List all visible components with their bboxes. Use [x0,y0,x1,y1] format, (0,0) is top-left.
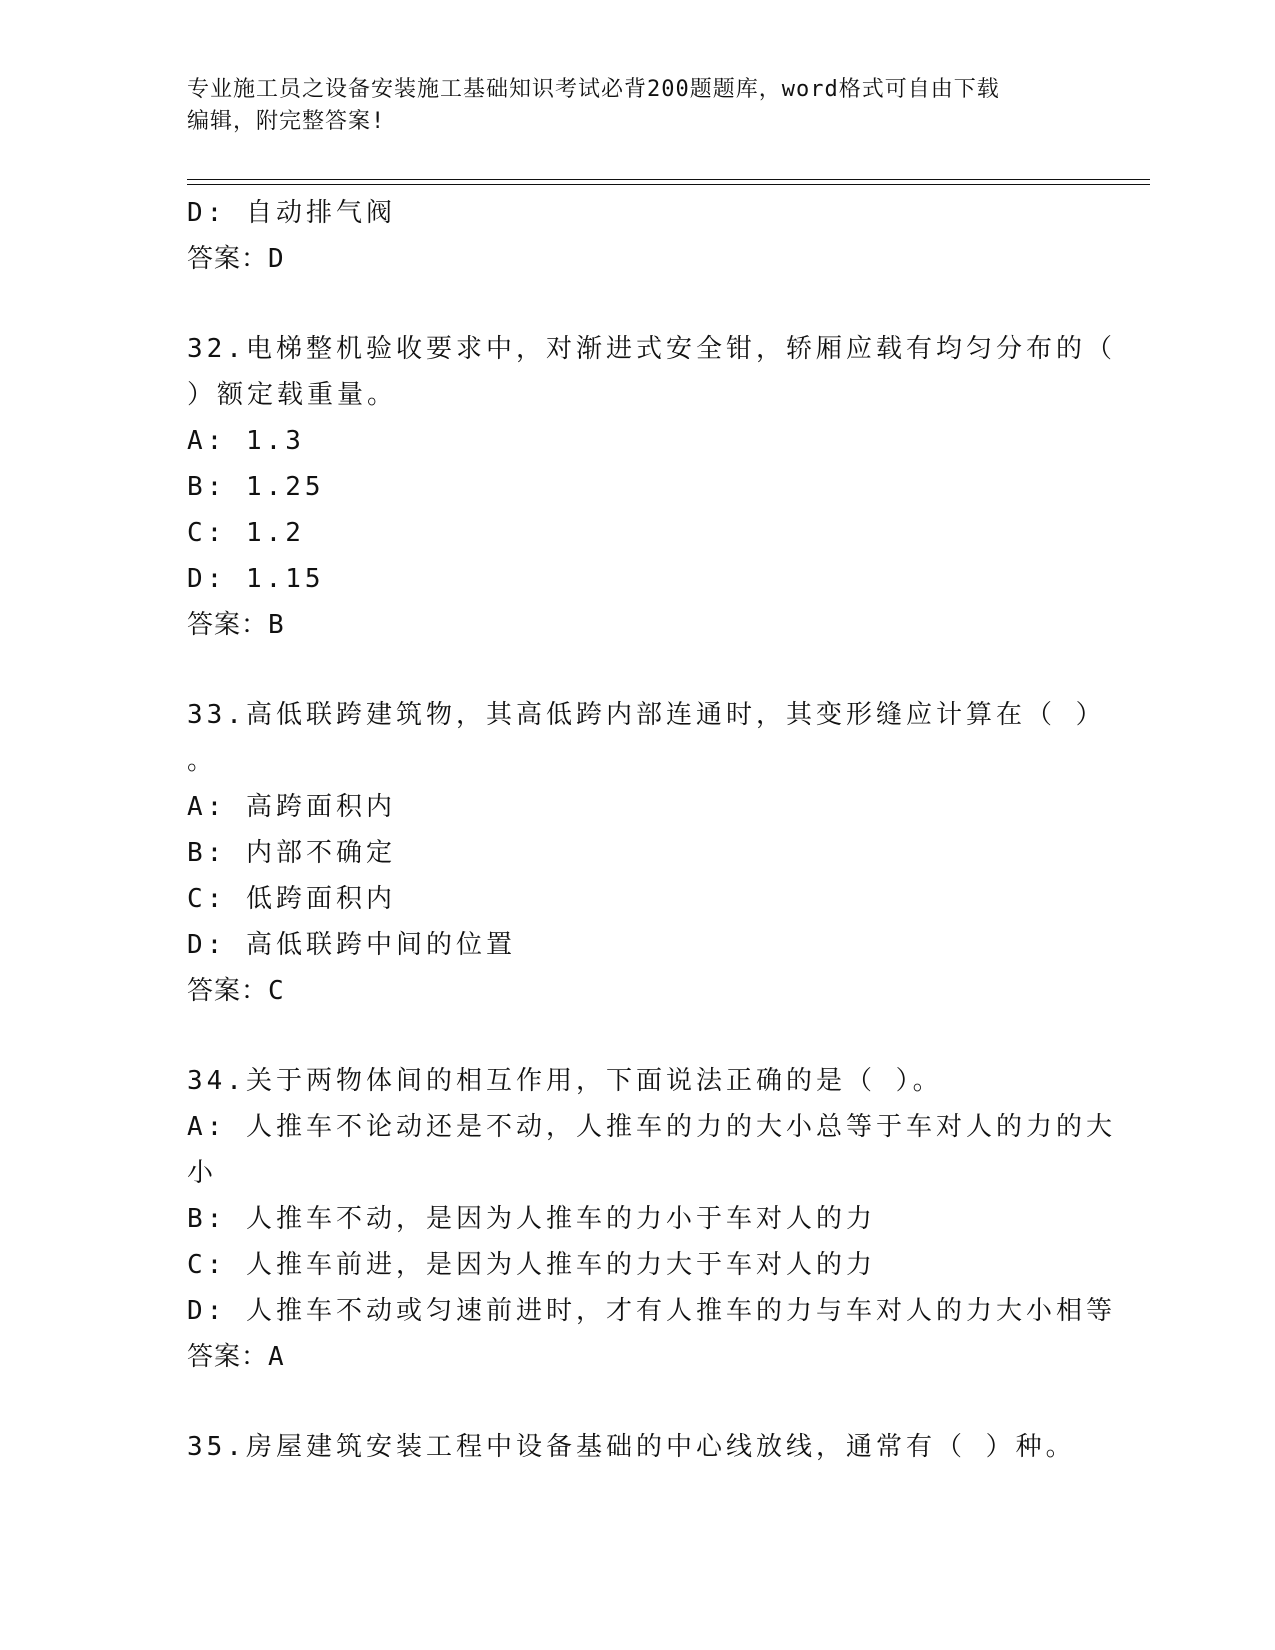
answer-label: 答案： [187,244,269,274]
q32-stem-line1: 32.电梯整机验收要求中，对渐进式安全钳，轿厢应载有均匀分布的（ [187,334,1116,364]
header-divider-bottom [187,184,1150,185]
q32-option-a: A: 1.3 [187,426,305,456]
q32-option-d: D: 1.15 [187,564,325,594]
q33-stem-line2: 。 [187,746,218,776]
spacer [187,282,1087,326]
question-list [187,190,1116,1470]
q33-answer [187,968,1087,1014]
answer-label: 答案： [187,976,269,1006]
header-title-line2: 编辑，附完整答案! [187,109,386,134]
q35-stem: 35.房屋建筑安装工程中设备基础的中心线放线，通常有（ ）种。 [187,1432,1076,1462]
q33-option-d: D: 高低联跨中间的位置 [187,930,516,960]
answer-label: 答案： [187,610,269,640]
answer-label: 答案： [187,1342,269,1372]
answer-value: B [268,610,285,640]
q34-option-c: C: 人推车前进，是因为人推车的力大于车对人的力 [187,1250,876,1280]
q33-stem-line1: 33.高低联跨建筑物，其高低跨内部连通时，其变形缝应计算在（ ） [187,700,1106,730]
answer-value: C [268,976,285,1006]
spacer [187,1014,1087,1058]
spacer [187,648,1087,692]
q33-option-b: B: 内部不确定 [187,838,396,868]
q34-option-d: D: 人推车不动或匀速前进时，才有人推车的力与车对人的力大小相等 [187,1296,1116,1326]
q32-answer [187,602,1087,648]
q34-option-b: B: 人推车不动，是因为人推车的力小于车对人的力 [187,1204,876,1234]
header-divider-top [187,179,1150,180]
q34-option-a-line1: A: 人推车不论动还是不动，人推车的力的大小总等于车对人的力的大 [187,1112,1116,1142]
q34-answer [187,1334,1087,1380]
answer-value: A [268,1342,285,1372]
header-title-line1: 专业施工员之设备安装施工基础知识考试必背200题题库，word格式可自由下载 [187,77,1000,102]
q32-stem-line2: ）额定载重量。 [187,380,398,410]
answer-value: D [268,244,285,274]
q31-option-d: D: 自动排气阀 [187,198,396,228]
spacer [187,1380,1087,1424]
q34-option-a-line2: 小 [187,1158,218,1188]
document-header [187,74,1077,138]
q31-answer [187,236,1087,282]
q33-option-c: C: 低跨面积内 [187,884,396,914]
q32-option-c: C: 1.2 [187,518,305,548]
q34-stem: 34.关于两物体间的相互作用，下面说法正确的是（ ）。 [187,1066,943,1096]
q33-option-a: A: 高跨面积内 [187,792,396,822]
q32-option-b: B: 1.25 [187,472,325,502]
